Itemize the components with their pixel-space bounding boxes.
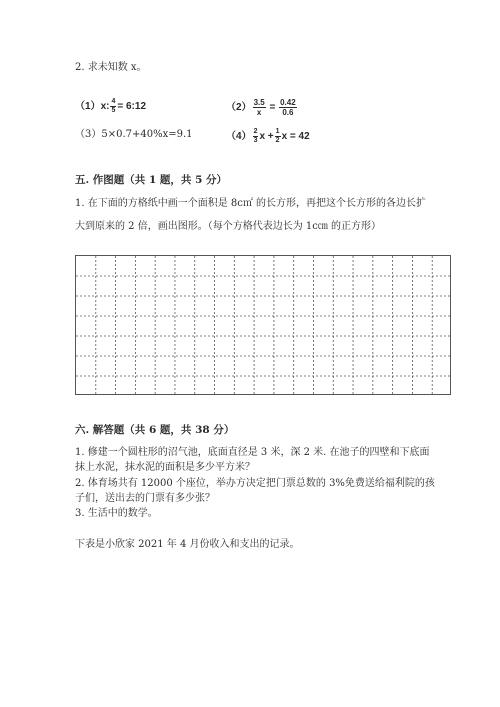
section-5-q1-line2: 大到原来的 2 倍，画出图形。（每个方格代表边长为 1c㎝ 的正方形）: [75, 221, 382, 232]
grid-lines: [76, 256, 452, 396]
section-6-q2-line2: 子们，送出去的门票有多少张？: [75, 493, 215, 504]
grid-paper: [75, 255, 451, 395]
equation-2-label: （2）: [226, 102, 252, 114]
question-2-header: 2. 求未知数 x。: [75, 62, 147, 73]
section-6-q1-line2: 抹上水泥，抹水泥的面积是多少平方米？: [75, 462, 255, 473]
equation-1: [75, 98, 146, 115]
section-6-q2-line1: 2. 体育场共有 12000 个座位，举办方决定把门票总数的 3%免费送给福利院的孩: [75, 478, 435, 489]
equation-4-mid: x +: [259, 131, 274, 143]
section-5-title: 五. 作图题（共 1 题，共 5 分）: [75, 174, 228, 186]
section-6-q1-line1: 1. 修建一个圆柱形的沼气池，底面直径是 3 米，深 2 米. 在池子的四壁和下底面: [75, 447, 430, 458]
equation-1-label: （1）: [75, 101, 101, 113]
fraction-4-5: $\frac{4}{5}$: [111, 98, 116, 114]
fraction-1-2: $\frac{1}{2}$: [275, 128, 280, 144]
equation-1-rhs: = 6:12: [117, 101, 147, 113]
fraction-2-3: $\frac{2}{3}$: [253, 128, 258, 144]
section-5-q1-line1: 1. 在下面的方格纸中画一个面积是 8c㎡ 的长方形，再把这个长方形的各边长扩: [75, 198, 427, 209]
equation-4-label: （4）: [226, 131, 252, 143]
fraction-right: $\frac{0.42}{0.6}$: [280, 98, 296, 117]
fraction-left: $\frac{3.5}{x}$: [253, 98, 265, 117]
table-intro-line: 下表是小欣家 2021 年 4 月份收入和支出的记录。: [75, 539, 300, 550]
equals-sign: =: [269, 102, 276, 114]
equation-4-rhs: x = 42: [281, 131, 310, 143]
equation-3: （3）5×0.7+40%x=9.1: [75, 129, 193, 140]
equation-2: [226, 98, 298, 117]
equation-4: [226, 128, 310, 145]
equation-1-lhs: x:: [100, 101, 110, 113]
section-6-title: 六. 解答题（共 6 题，共 38 分）: [75, 424, 235, 436]
section-6-q3: 3. 生活中的数学。: [75, 508, 158, 519]
